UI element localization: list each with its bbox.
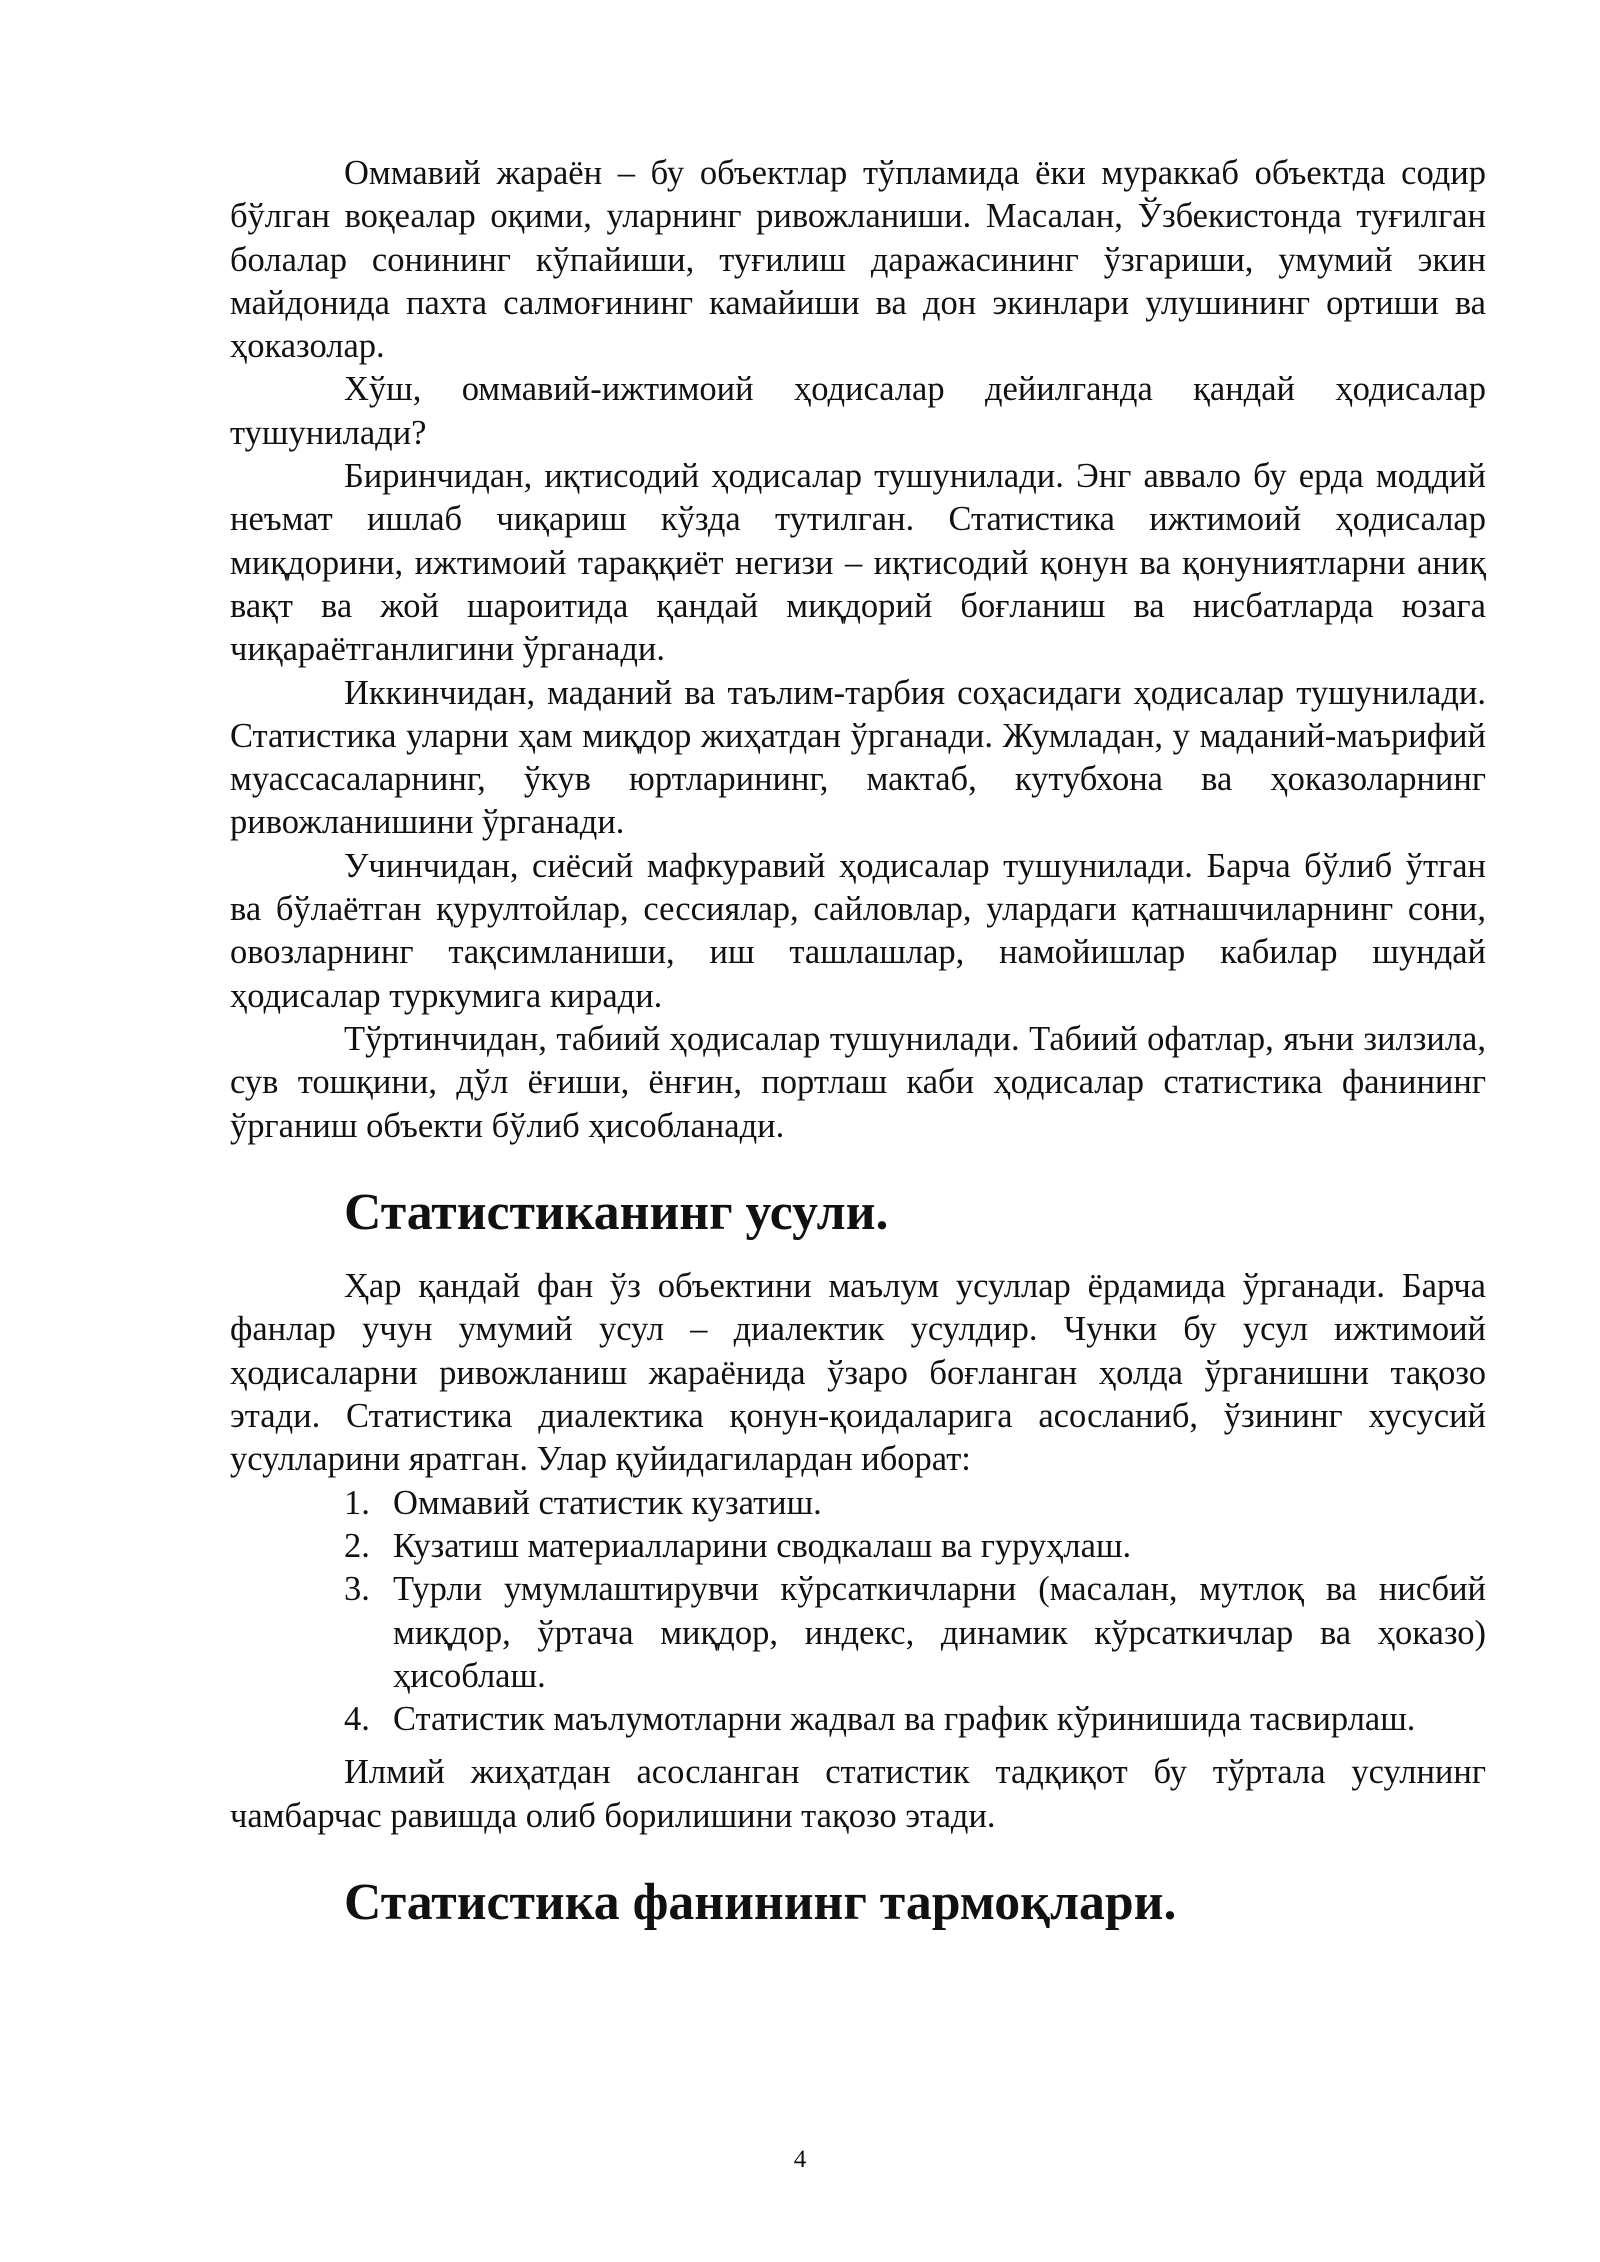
list-item	[344, 1698, 1486, 1741]
methods-list	[230, 1482, 1486, 1742]
list-item-text: Оммавий статистик кузатиш.	[393, 1483, 822, 1522]
paragraph-conclusion: Илмий жиҳатдан асосланган статистик тадқиқот бу тўртала усулнинг чамбарчас равишда олиб борилишини тақозо этади.	[230, 1753, 1486, 1835]
list-item-number: 3.	[344, 1570, 370, 1609]
list-item-text: Статистик маълумотларни жадвал ва график кўринишида тасвирлаш.	[393, 1700, 1416, 1739]
page-number: 4	[793, 2146, 807, 2173]
paragraph-fourth-natural: Тўртинчидан, табиий ҳодисалар тушунилади. Табиий офатлар, яъни зилзила, сув тошқини, дўл ёғиши, ёнғин, портлаш каби ҳодисалар статистика фанининг ўрганиш объекти бўлиб ҳисобланади.	[230, 1019, 1486, 1145]
list-item-text: Турли умумлаштирувчи кўрсаткичларни (масалан, мутлоқ ва нисбий миқдор, ўртача миқдор, индекс, динамик кўрсаткичлар ва ҳоказо) ҳисоблаш.	[393, 1570, 1486, 1695]
paragraph-third-political: Учинчидан, сиёсий мафкуравий ҳодисалар тушунилади. Барча бўлиб ўтган ва бўлаётган қурултойлар, сессиялар, сайловлар, улардаги қатнашчиларнинг сони, овозларнинг тақсимланиши, иш ташлашлар, намойишлар кабилар шундай ҳодисалар туркумига киради.	[230, 846, 1486, 1015]
list-item	[344, 1568, 1486, 1698]
list-item-number: 1.	[344, 1483, 370, 1522]
paragraph-first-economic: Биринчидан, иқтисодий ҳодисалар тушунилади. Энг аввало бу ерда моддий неъмат ишлаб чиқариш кўзда тутилган. Статистика ижтимоий ҳодисалар миқдорини, ижтимоий тараққиёт негизи – иқтисодий қонун ва қонуниятларни аниқ вақт ва жой шароитида қандай миқдорий боғланиш ва нисбатларда юзага чиқараётганлигини ўрганади.	[230, 457, 1486, 669]
list-item-number: 2.	[344, 1526, 370, 1565]
list-item-text: Кузатиш материалларини сводкалаш ва гуруҳлаш.	[393, 1526, 1132, 1565]
paragraph-method: Ҳар қандай фан ўз объектини маълум усуллар ёрдамида ўрганади. Барча фанлар учун умумий усул – диалектик усулдир. Чунки бу усул ижтимоий ҳодисаларни ривожланиш жараёнида ўзаро боғланган ҳолда ўрганишни тақозо этади. Статистика диалектика қонун-қоидаларига асосланиб, ўзининг хусусий усулларини яратган. Улар қуйидагилардан иборат:	[230, 1267, 1486, 1479]
paragraph-mass-process: Оммавий жараён – бу объектлар тўпламида ёки мураккаб объектда содир бўлган воқеалар оқими, уларнинг ривожланиши. Масалан, Ўзбекистонда туғилган болалар сонининг кўпайиши, туғилиш даражасининг ўзгариши, умумий экин майдонида пахта салмоғининг камайиши ва дон экинлари улушининг ортиши ва ҳоказолар.	[230, 154, 1486, 366]
list-item	[344, 1482, 1486, 1525]
paragraph-second-cultural: Иккинчидан, маданий ва таълим-тарбия соҳасидаги ҳодисалар тушунилади. Статистика уларни ҳам миқдор жиҳатдан ўрганади. Жумладан, у маданий-маърифий муассасаларнинг, ўкув юртларининг, мактаб, кутубхона ва ҳоказоларнинг ривожланишини ўрганади.	[230, 673, 1486, 842]
document-page	[230, 152, 1486, 1931]
paragraph-question: Хўш, оммавий-ижтимоий ҳодисалар дейилганда қандай ҳодисалар тушунилади?	[230, 370, 1486, 452]
list-item	[344, 1525, 1486, 1568]
section-heading-method: Статистиканинг усули.	[344, 1183, 889, 1241]
section-heading-branches: Статистика фанининг тармоқлари.	[344, 1873, 1177, 1931]
list-item-number: 4.	[344, 1700, 370, 1739]
